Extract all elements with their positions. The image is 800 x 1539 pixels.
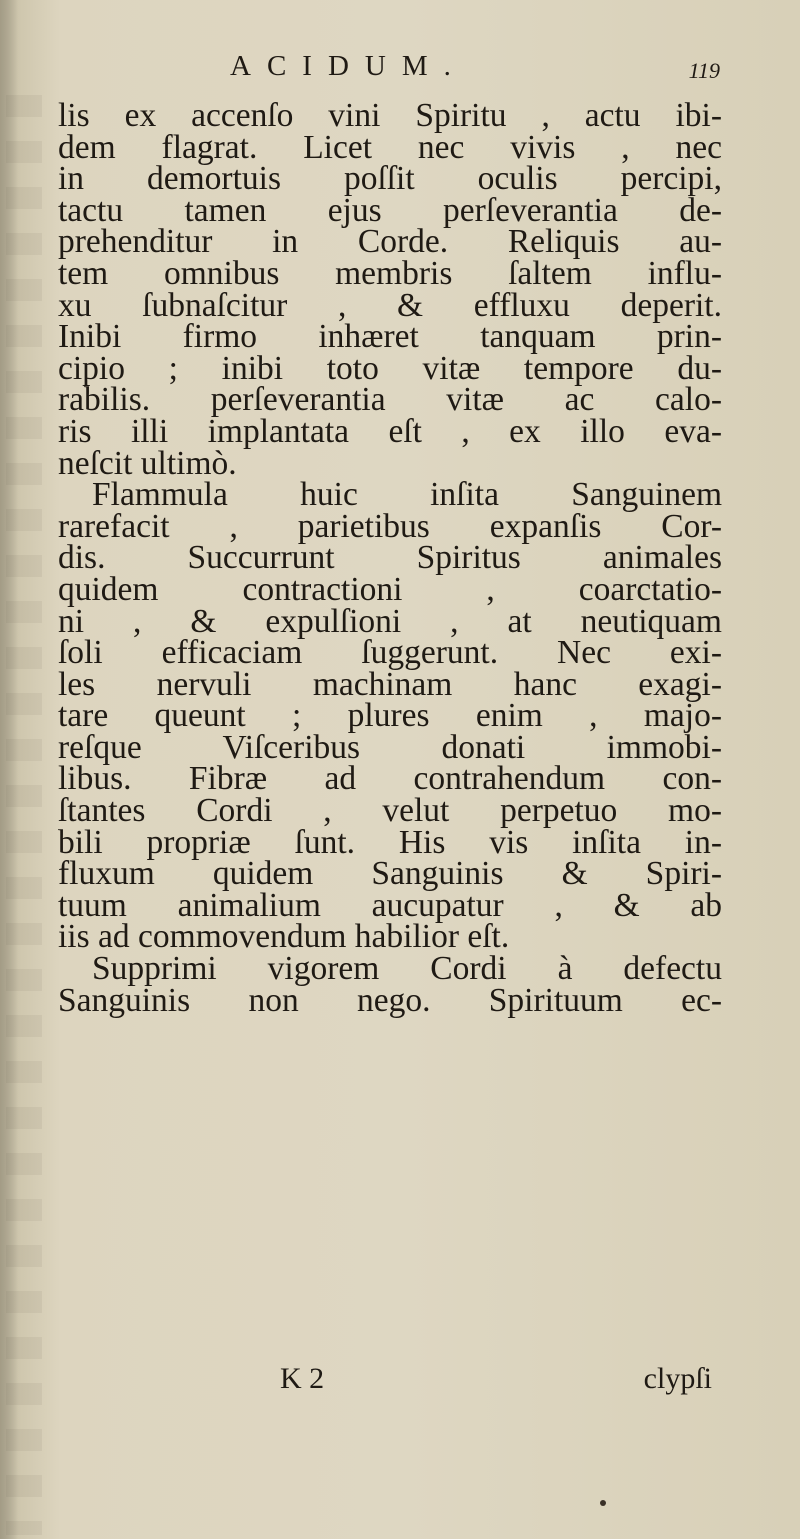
text-line: prehenditur in Corde. Reliquis au- <box>58 223 722 261</box>
text-line: tactu tamen ejus perſeverantia de- <box>58 191 722 229</box>
text-line: les nervuli machinam hanc exagi- <box>58 665 722 703</box>
ink-speck <box>600 1500 606 1506</box>
text-line: ſoli efficaciam ſuggerunt. Nec exi- <box>58 634 722 672</box>
text-line: Flammula huic inſita Sanguinem <box>92 476 722 514</box>
text-line: dem flagrat. Licet nec vivis , nec <box>58 128 722 166</box>
facing-page-bleed <box>6 95 42 1535</box>
text-line: Inibi firmo inhæret tanquam prin- <box>58 318 722 356</box>
text-line: bili propriæ ſunt. His vis inſita in- <box>58 823 722 861</box>
page-footer <box>58 1362 722 1402</box>
text-line: xu ſubnaſcitur , & effluxu deperit. <box>58 286 722 324</box>
text-line: ſtantes Cordi , velut perpetuo mo- <box>58 792 722 830</box>
text-line: iis ad commovendum habilior eſt. <box>58 918 510 956</box>
text-line: reſque Viſceribus donati immobi- <box>58 728 722 766</box>
text-line: tuum animalium aucupatur , & ab <box>58 886 722 924</box>
page-number: 119 <box>688 58 720 83</box>
text-line: Supprimi vigorem Cordi à defectu <box>92 950 722 988</box>
page-header <box>60 50 720 90</box>
text-line: lis ex accenſo vini Spiritu , actu ibi- <box>58 97 722 134</box>
text-line: ni , & expulſioni , at neutiquam <box>58 602 722 640</box>
text-line: quidem contractioni , coarctatio- <box>58 570 722 608</box>
catchword: clypſi <box>643 1362 712 1395</box>
text-line: neſcit ultimò. <box>58 444 237 482</box>
text-line: cipio ; inibi toto vitæ tempore du- <box>58 349 722 387</box>
text-line: tare queunt ; plures enim , majo- <box>58 697 722 735</box>
text-line: dis. Succurrunt Spiritus animales <box>58 539 722 577</box>
text-line: in demortuis poſſit oculis percipi, <box>58 160 722 198</box>
text-line: tem omnibus membris ſaltem influ- <box>58 254 722 292</box>
text-line: rarefacit , parietibus expanſis Cor- <box>58 507 722 545</box>
text-line: rabilis. perſeverantia vitæ ac calo- <box>58 381 722 419</box>
text-line: libus. Fibræ ad contrahendum con- <box>58 760 722 798</box>
text-line: fluxum quidem Sanguinis & Spiri- <box>58 855 722 893</box>
body-text <box>58 97 722 1019</box>
running-title: ACIDUM. <box>230 50 467 82</box>
signature-mark: K 2 <box>280 1362 325 1395</box>
text-line: ris illi implantata eſt , ex illo eva- <box>58 412 722 450</box>
text-line: Sanguinis non nego. Spirituum ec- <box>58 981 722 1019</box>
